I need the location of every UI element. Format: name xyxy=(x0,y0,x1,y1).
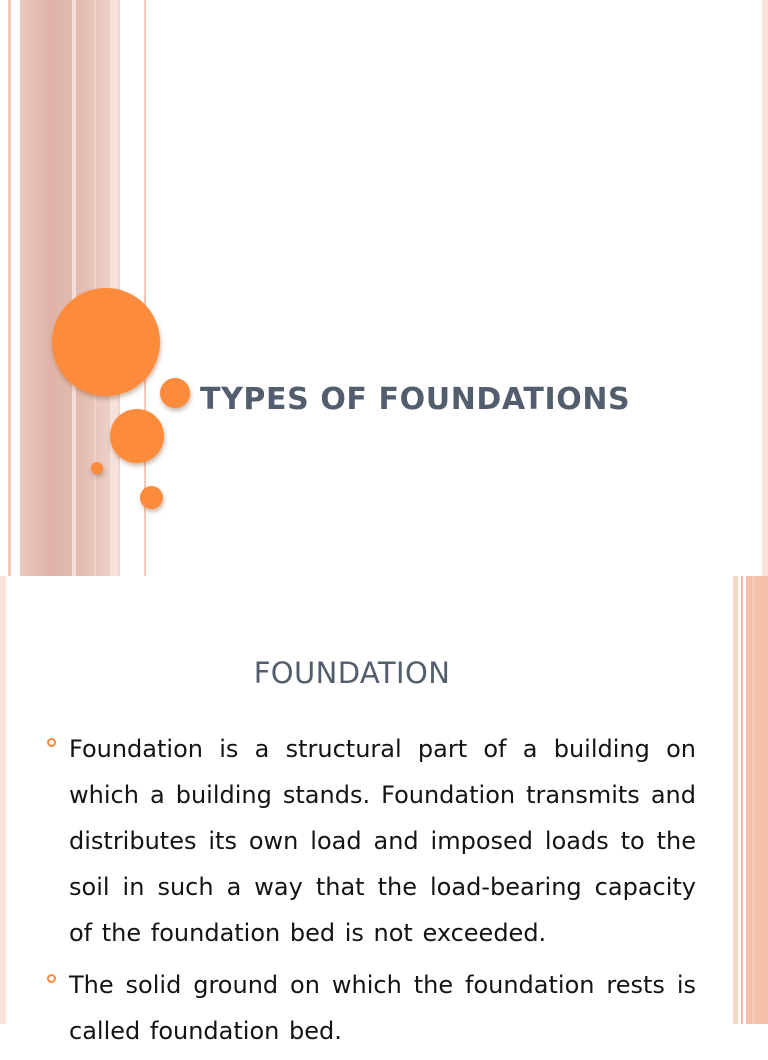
circle-bullet-icon xyxy=(47,974,56,983)
decorative-stripe xyxy=(762,0,768,576)
bullet-item xyxy=(46,726,696,956)
slide-heading: FOUNDATION xyxy=(253,656,451,690)
bullet-list xyxy=(46,726,696,1060)
decorative-circle-tiny xyxy=(91,462,103,474)
decorative-stripe xyxy=(733,576,738,1024)
decorative-stripe xyxy=(752,576,755,1024)
decorative-circle-medium xyxy=(160,378,190,408)
decorative-stripe xyxy=(746,576,768,1024)
bullet-text: Foundation is a structural part of a building on which a building stands. Foundation transmits and distributes its own load and imposed loads to the soil in such a way that the load-bearing capacity of the foundation bed is not exceeded. xyxy=(69,735,696,947)
bullet-text: The solid ground on which the foundation rests is called foundation bed. xyxy=(69,971,696,1045)
decorative-stripe xyxy=(0,576,6,1024)
decorative-circle-small xyxy=(140,486,163,509)
decorative-stripe xyxy=(741,576,743,1024)
bullet-item xyxy=(46,962,696,1054)
decorative-stripe xyxy=(72,0,76,576)
slide-title: TYPES OF FOUNDATIONS xyxy=(200,382,631,417)
content-slide xyxy=(0,576,768,1045)
decorative-stripe xyxy=(8,0,11,576)
circle-bullet-icon xyxy=(47,738,56,747)
decorative-circle-medium-2 xyxy=(110,409,164,463)
decorative-circle-large xyxy=(52,288,160,396)
